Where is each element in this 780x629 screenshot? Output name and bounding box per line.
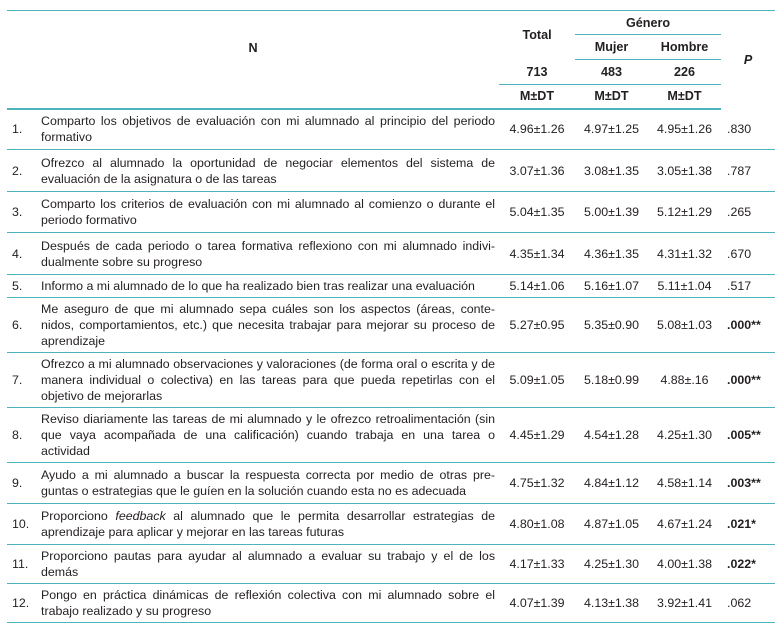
value-hombre: 4.58±1.14 — [648, 463, 721, 504]
p-value: .005** — [721, 408, 775, 463]
value-total: 4.45±1.29 — [499, 408, 575, 463]
table-row — [7, 353, 775, 408]
item-text: Después de cada periodo o tarea formativa reflexiono con mi alumnado indivi-dualmente sobre su progreso — [41, 233, 499, 275]
p-value: .265 — [721, 192, 775, 233]
header-genero: Género — [575, 11, 721, 35]
table-row — [7, 298, 775, 353]
value-total: 4.80±1.08 — [499, 504, 575, 545]
header-spacer — [7, 85, 499, 109]
value-hombre: 4.31±1.32 — [648, 233, 721, 275]
value-mujer: 4.13±1.38 — [575, 584, 648, 623]
value-total: 5.04±1.35 — [499, 192, 575, 233]
item-number: 12. — [7, 584, 41, 623]
value-mujer: 5.18±0.99 — [575, 353, 648, 408]
value-total: 4.17±1.33 — [499, 545, 575, 584]
header-hombre: Hombre — [648, 35, 721, 60]
item-number: 6. — [7, 298, 41, 353]
item-text: Comparto los objetivos de evaluación con mi alumnado al principio del periodo formativo — [41, 109, 499, 150]
value-total: 4.75±1.32 — [499, 463, 575, 504]
value-hombre: 4.67±1.24 — [648, 504, 721, 545]
table-row — [7, 109, 775, 150]
value-total: 4.35±1.34 — [499, 233, 575, 275]
value-hombre: 4.95±1.26 — [648, 109, 721, 150]
table-header — [7, 11, 775, 109]
value-mujer: 5.00±1.39 — [575, 192, 648, 233]
item-text: Ofrezco a mi alumnado observaciones y valoraciones (de forma oral o escrita y de manera individual o colectiva) en las tareas para que pueda repetirlas con el objetivo de mejorarlas — [41, 353, 499, 408]
item-text: Informo a mi alumnado de lo que ha realizado bien tras realizar una evaluación — [41, 275, 499, 298]
table-row — [7, 504, 775, 545]
value-total: 4.96±1.26 — [499, 109, 575, 150]
header-hombre-n: 226 — [648, 60, 721, 85]
item-text: Pongo en práctica dinámicas de reflexión colectiva con mi alumnado sobre el trabajo realizado y su progreso — [41, 584, 499, 623]
value-hombre: 4.25±1.30 — [648, 408, 721, 463]
item-text: Ofrezco al alumnado la oportunidad de negociar elementos del sistema de evaluación de la asignatura o de las tareas — [41, 150, 499, 192]
item-number: 9. — [7, 463, 41, 504]
item-number: 4. — [7, 233, 41, 275]
header-stat-total: M±DT — [499, 85, 575, 109]
item-number: 7. — [7, 353, 41, 408]
item-text: Ayudo a mi alumnado a buscar la respuesta correcta por medio de otras pre-guntas o estrategias que le guíen en la solución cuando esta no es adecuada — [41, 463, 499, 504]
value-total: 5.27±0.95 — [499, 298, 575, 353]
header-stat-hombre: M±DT — [648, 85, 721, 109]
header-n: N — [7, 11, 499, 85]
table-row — [7, 584, 775, 623]
header-p: P — [721, 11, 775, 109]
p-value: .022* — [721, 545, 775, 584]
item-text: Reviso diariamente las tareas de mi alumnado y le ofrezco retroalimentación (sin que vaya acompañada de una calificación) cuando trabaja en una tarea o actividad — [41, 408, 499, 463]
p-value: .787 — [721, 150, 775, 192]
value-hombre: 5.08±1.03 — [648, 298, 721, 353]
value-mujer: 4.87±1.05 — [575, 504, 648, 545]
value-mujer: 4.84±1.12 — [575, 463, 648, 504]
table-row — [7, 192, 775, 233]
value-hombre: 4.00±1.38 — [648, 545, 721, 584]
value-mujer: 5.35±0.90 — [575, 298, 648, 353]
header-mujer-n: 483 — [575, 60, 648, 85]
item-number: 10. — [7, 504, 41, 545]
header-total: Total — [499, 11, 575, 60]
header-total-n: 713 — [499, 60, 575, 85]
value-hombre: 5.11±1.04 — [648, 275, 721, 298]
p-value: .517 — [721, 275, 775, 298]
item-number: 8. — [7, 408, 41, 463]
value-hombre: 3.92±1.41 — [648, 584, 721, 623]
value-total: 4.07±1.39 — [499, 584, 575, 623]
item-number: 11. — [7, 545, 41, 584]
value-mujer: 4.97±1.25 — [575, 109, 648, 150]
value-mujer: 4.25±1.30 — [575, 545, 648, 584]
item-number: 2. — [7, 150, 41, 192]
value-total: 5.09±1.05 — [499, 353, 575, 408]
item-text-pre: Proporciono — [41, 509, 116, 523]
value-mujer: 4.36±1.35 — [575, 233, 648, 275]
item-text: Proporciono pautas para ayudar al alumnado a evaluar su trabajo y el de los demás — [41, 545, 499, 584]
results-table — [7, 10, 775, 623]
p-value: .000** — [721, 353, 775, 408]
item-text: Comparto los criterios de evaluación con mi alumnado al comienzo o durante el periodo formativo — [41, 192, 499, 233]
header-mujer: Mujer — [575, 35, 648, 60]
item-text — [41, 504, 499, 545]
item-text-emphasis: feedback — [115, 509, 166, 523]
item-number: 3. — [7, 192, 41, 233]
p-value: .021* — [721, 504, 775, 545]
item-number: 5. — [7, 275, 41, 298]
p-value: .830 — [721, 109, 775, 150]
value-mujer: 5.16±1.07 — [575, 275, 648, 298]
value-total: 3.07±1.36 — [499, 150, 575, 192]
item-text: Me aseguro de que mi alumnado sepa cuáles son los aspectos (áreas, conte-nidos, comportamientos, etc.) que necesita trabajar para mejorar su proceso de aprendizaje — [41, 298, 499, 353]
table-body — [7, 109, 775, 623]
p-value: .003** — [721, 463, 775, 504]
table-row — [7, 275, 775, 298]
table-row — [7, 233, 775, 275]
p-value: .062 — [721, 584, 775, 623]
item-number: 1. — [7, 109, 41, 150]
p-value: .670 — [721, 233, 775, 275]
value-total: 5.14±1.06 — [499, 275, 575, 298]
table-row — [7, 545, 775, 584]
value-hombre: 3.05±1.38 — [648, 150, 721, 192]
value-mujer: 3.08±1.35 — [575, 150, 648, 192]
table-row — [7, 408, 775, 463]
value-mujer: 4.54±1.28 — [575, 408, 648, 463]
value-hombre: 4.88±.16 — [648, 353, 721, 408]
item-text-post: al alumnado que le permita desarrollar estrategias de aprendizaje para aplicar y mejorar en las tareas futuras — [41, 509, 496, 539]
table-row — [7, 463, 775, 504]
value-hombre: 5.12±1.29 — [648, 192, 721, 233]
p-value: .000** — [721, 298, 775, 353]
header-stat-mujer: M±DT — [575, 85, 648, 109]
table-row — [7, 150, 775, 192]
